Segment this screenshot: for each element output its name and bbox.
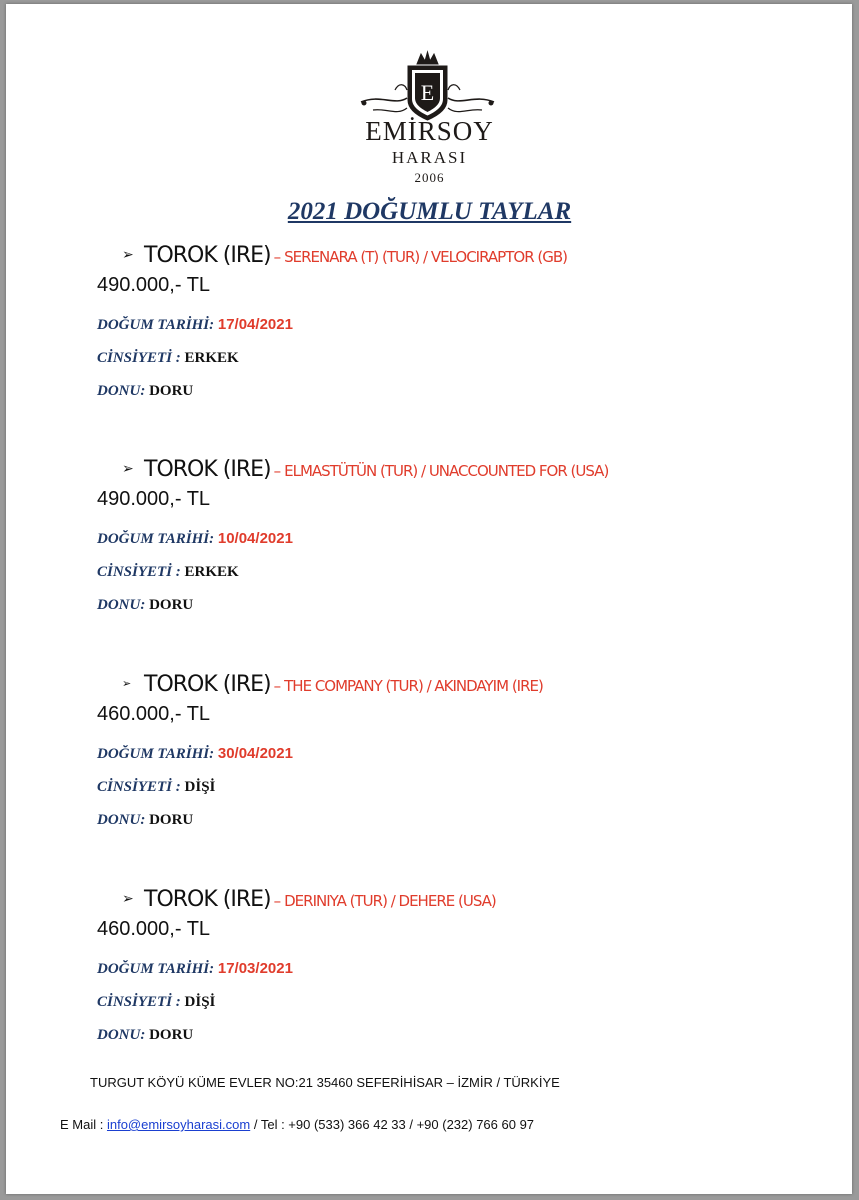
price: 460.000,- TL xyxy=(97,703,211,725)
foal-entry xyxy=(0,243,859,453)
foal-title xyxy=(122,457,608,482)
arrowhead-bullet-icon: ➢ xyxy=(122,677,132,690)
brand-year: 2006 xyxy=(414,170,445,185)
birth-date-row xyxy=(97,530,293,548)
coat-label: DONU: xyxy=(97,597,146,613)
coat-label: DONU: xyxy=(97,1027,146,1043)
email-link[interactable]: info@emirsoyharasi.com xyxy=(106,1117,251,1132)
sex-row xyxy=(97,350,239,367)
email-label: E Mail : xyxy=(60,1117,104,1132)
sex-label: CİNSİYETİ : xyxy=(97,564,181,580)
price: 460.000,- TL xyxy=(97,918,211,940)
birth-date-label: DOĞUM TARİHİ: xyxy=(97,746,215,762)
sex-label: CİNSİYETİ : xyxy=(97,994,181,1010)
sex-value: DİŞİ xyxy=(184,994,216,1010)
foal-entry xyxy=(0,887,859,1097)
separator: – xyxy=(273,892,282,910)
sex-value: DİŞİ xyxy=(184,779,216,795)
birth-date-value: 10/04/2021 xyxy=(217,530,293,547)
foal-title xyxy=(122,672,543,697)
pedigree: ELMASTÜTÜN (TUR) / UNACCOUNTED FOR (USA) xyxy=(284,462,609,480)
birth-date-label: DOĞUM TARİHİ: xyxy=(97,317,215,333)
birth-date-value: 30/04/2021 xyxy=(217,745,293,762)
birth-date-row xyxy=(97,960,293,978)
coat-label: DONU: xyxy=(97,383,146,399)
birth-date-label: DOĞUM TARİHİ: xyxy=(97,961,215,977)
separator: – xyxy=(273,462,282,480)
coat-value: DORU xyxy=(149,597,194,613)
brand-subtitle: HARASI xyxy=(391,148,468,167)
coat-row xyxy=(97,1027,193,1044)
birth-date-row xyxy=(97,745,293,763)
separator: – xyxy=(273,677,282,695)
sire-name: TOROK (IRE) xyxy=(144,672,271,697)
coat-row xyxy=(97,812,193,829)
sex-value: ERKEK xyxy=(184,564,239,580)
footer-contact xyxy=(60,1117,534,1132)
foal-title xyxy=(122,887,496,912)
sex-row xyxy=(97,564,239,581)
foal-entry xyxy=(0,672,859,882)
sex-value: ERKEK xyxy=(184,350,239,366)
sex-row xyxy=(97,994,215,1011)
separator: – xyxy=(273,248,282,266)
foal-entry xyxy=(0,457,859,667)
birth-date-label: DOĞUM TARİHİ: xyxy=(97,531,215,547)
coat-row xyxy=(97,383,193,400)
phone-text: / Tel : +90 (533) 366 42 33 / +90 (232) 766 60 97 xyxy=(253,1117,535,1132)
coat-label: DONU: xyxy=(97,812,146,828)
foal-title xyxy=(122,243,567,268)
coat-value: DORU xyxy=(149,812,194,828)
sire-name: TOROK (IRE) xyxy=(144,457,271,482)
arrowhead-bullet-icon: ➢ xyxy=(122,891,134,907)
price: 490.000,- TL xyxy=(97,488,211,510)
arrowhead-bullet-icon: ➢ xyxy=(122,461,134,477)
price: 490.000,- TL xyxy=(97,274,211,296)
pedigree: THE COMPANY (TUR) / AKINDAYIM (IRE) xyxy=(284,677,543,695)
pedigree: DERINIYA (TUR) / DEHERE (USA) xyxy=(284,892,496,910)
coat-value: DORU xyxy=(149,1027,194,1043)
arrowhead-bullet-icon: ➢ xyxy=(122,247,134,263)
logo-monogram: E xyxy=(420,80,435,105)
birth-date-value: 17/04/2021 xyxy=(217,316,293,333)
sex-row xyxy=(97,779,215,796)
coat-value: DORU xyxy=(149,383,194,399)
page-heading: 2021 DOĞUMLU TAYLAR xyxy=(287,198,572,225)
brand-name: EMİRSOY xyxy=(365,116,494,146)
birth-date-row xyxy=(97,316,293,334)
sex-label: CİNSİYETİ : xyxy=(97,779,181,795)
sire-name: TOROK (IRE) xyxy=(144,243,271,268)
coat-row xyxy=(97,597,193,614)
birth-date-value: 17/03/2021 xyxy=(217,960,293,977)
footer-address: TURGUT KÖYÜ KÜME EVLER NO:21 35460 SEFERİHİSAR – İZMİR / TÜRKİYE xyxy=(90,1075,560,1090)
sex-label: CİNSİYETİ : xyxy=(97,350,181,366)
sire-name: TOROK (IRE) xyxy=(144,887,271,912)
pedigree: SERENARA (T) (TUR) / VELOCIRAPTOR (GB) xyxy=(284,248,568,266)
